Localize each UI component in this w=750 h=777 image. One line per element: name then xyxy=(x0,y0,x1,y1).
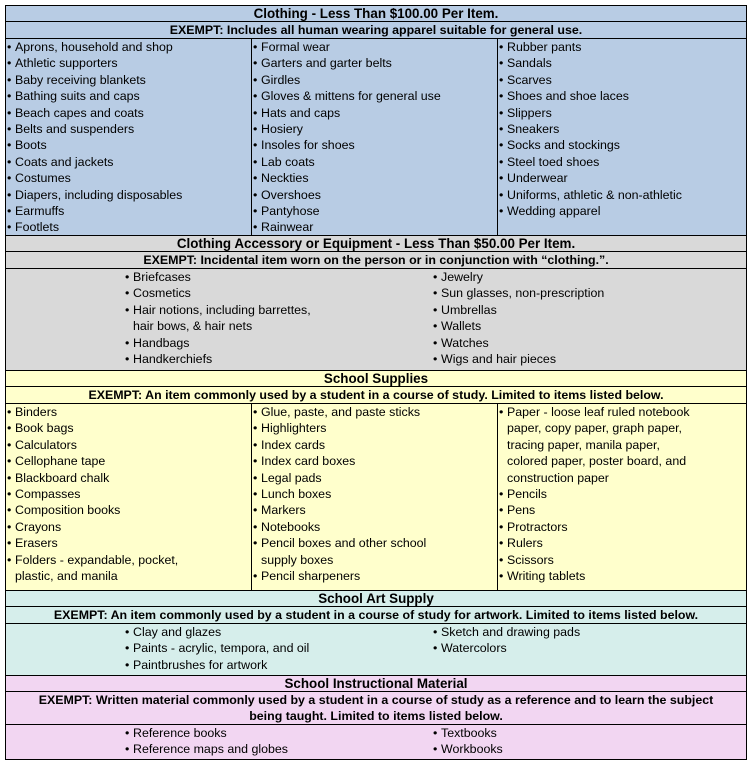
list-item: • Handbags xyxy=(124,335,424,351)
list-item: • Paintbrushes for artwork xyxy=(124,657,424,673)
list-item: • Paper - loose leaf ruled notebook xyxy=(498,404,746,420)
list-item: • Index cards xyxy=(252,437,497,453)
list-item: • Footlets xyxy=(6,219,251,235)
list-item: • Paints - acrylic, tempora, and oil xyxy=(124,640,424,656)
list-item: • Markers xyxy=(252,502,497,518)
list-item: • Pencil sharpeners xyxy=(252,568,497,584)
list-item: • Hosiery xyxy=(252,121,497,137)
list-item: • Watches xyxy=(432,335,732,351)
list-item: • Crayons xyxy=(6,519,251,535)
instructional-exempt-line-2: being taught. Limited to items listed below. xyxy=(249,709,503,723)
list-item: • Athletic supporters xyxy=(6,55,251,71)
list-item: • Garters and garter belts xyxy=(252,55,497,71)
list-item: • Rainwear xyxy=(252,219,497,235)
list-item: • Insoles for shoes xyxy=(252,137,497,153)
list-item: • Uniforms, athletic & non-athletic xyxy=(498,187,746,203)
art-column-1 xyxy=(124,624,424,675)
list-item: • Protractors xyxy=(498,519,746,535)
list-item: • Highlighters xyxy=(252,420,497,436)
list-item: • Formal wear xyxy=(252,39,497,55)
list-item: • Wedding apparel xyxy=(498,203,746,219)
list-item: • Writing tablets xyxy=(498,568,746,584)
list-item: • Hair notions, including barrettes, xyxy=(124,302,424,318)
list-item: • Composition books xyxy=(6,502,251,518)
supplies-title: School Supplies xyxy=(6,371,746,387)
list-item: • Pantyhose xyxy=(252,203,497,219)
list-item: • Underwear xyxy=(498,170,746,186)
list-item: • Earmuffs xyxy=(6,203,251,219)
list-item: • Coats and jackets xyxy=(6,154,251,170)
list-item: • Briefcases xyxy=(124,269,424,285)
list-item: tracing paper, manila paper, xyxy=(507,437,660,452)
list-item: • Jewelry xyxy=(432,269,732,285)
list-item: • Watercolors xyxy=(432,640,732,656)
instructional-exempt-note xyxy=(6,692,746,725)
list-item: construction paper xyxy=(507,470,609,485)
list-item: • Socks and stockings xyxy=(498,137,746,153)
list-item: • Glue, paste, and paste sticks xyxy=(252,404,497,420)
list-item: • Folders - expandable, pocket, xyxy=(6,552,251,568)
list-item: • Pencil boxes and other school xyxy=(252,535,497,551)
art-items xyxy=(6,624,746,676)
supplies-column-3 xyxy=(497,404,746,590)
accessory-column-1 xyxy=(124,269,424,370)
list-item: supply boxes xyxy=(261,552,334,567)
list-item: • Calculators xyxy=(6,437,251,453)
list-item: • Notebooks xyxy=(252,519,497,535)
clothing-title: Clothing - Less Than $100.00 Per Item. xyxy=(6,6,746,22)
supplies-exempt-note: EXEMPT: An item commonly used by a student in a course of study. Limited to items listed below. xyxy=(6,387,746,404)
accessory-exempt-note: EXEMPT: Incidental item worn on the person or in conjunction with “clothing.”. xyxy=(6,252,746,269)
supplies-column-2 xyxy=(251,404,497,590)
list-item: • Book bags xyxy=(6,420,251,436)
list-item: • Textbooks xyxy=(432,725,732,741)
list-item: • Diapers, including disposables xyxy=(6,187,251,203)
list-item: • Gloves & mittens for general use xyxy=(252,88,497,104)
list-item: • Reference maps and globes xyxy=(124,741,424,757)
clothing-items xyxy=(6,39,746,236)
instructional-column-2 xyxy=(432,725,732,759)
list-item: • Clay and glazes xyxy=(124,624,424,640)
accessory-column-2 xyxy=(432,269,732,370)
accessory-title: Clothing Accessory or Equipment - Less Than $50.00 Per Item. xyxy=(6,236,746,252)
list-item: • Compasses xyxy=(6,486,251,502)
list-item: • Blackboard chalk xyxy=(6,470,251,486)
list-item: • Shoes and shoe laces xyxy=(498,88,746,104)
list-item: • Sun glasses, non-prescription xyxy=(432,285,732,301)
clothing-column-1 xyxy=(6,39,251,235)
list-item: • Steel toed shoes xyxy=(498,154,746,170)
supplies-items xyxy=(6,404,746,591)
list-item: • Neckties xyxy=(252,170,497,186)
instructional-items xyxy=(6,725,746,759)
list-item: • Cellophane tape xyxy=(6,453,251,469)
list-item: • Sneakers xyxy=(498,121,746,137)
clothing-column-3 xyxy=(497,39,746,235)
list-item: • Index card boxes xyxy=(252,453,497,469)
list-item: • Erasers xyxy=(6,535,251,551)
list-item: • Umbrellas xyxy=(432,302,732,318)
art-column-2 xyxy=(432,624,732,675)
list-item: • Costumes xyxy=(6,170,251,186)
list-item: • Hats and caps xyxy=(252,105,497,121)
list-item: • Scissors xyxy=(498,552,746,568)
list-item: • Aprons, household and shop xyxy=(6,39,251,55)
list-item: plastic, and manila xyxy=(15,569,118,584)
list-item: • Lunch boxes xyxy=(252,486,497,502)
instructional-column-1 xyxy=(124,725,424,759)
list-item: • Scarves xyxy=(498,72,746,88)
list-item: • Belts and suspenders xyxy=(6,121,251,137)
list-item: • Binders xyxy=(6,404,251,420)
art-title: School Art Supply xyxy=(6,591,746,607)
list-item: • Bathing suits and caps xyxy=(6,88,251,104)
supplies-column-1 xyxy=(6,404,251,590)
list-item: • Workbooks xyxy=(432,741,732,757)
list-item: • Overshoes xyxy=(252,187,497,203)
list-item: • Legal pads xyxy=(252,470,497,486)
instructional-exempt-line-1: EXEMPT: Written material commonly used by a student in a course of study as a reference and to learn the subject xyxy=(38,693,714,707)
list-item: paper, copy paper, graph paper, xyxy=(507,421,682,436)
list-item: hair bows, & hair nets xyxy=(133,319,253,334)
list-item: • Slippers xyxy=(498,105,746,121)
list-item: • Pencils xyxy=(498,486,746,502)
list-item: • Sandals xyxy=(498,55,746,71)
instructional-title: School Instructional Material xyxy=(6,676,746,692)
list-item: • Wallets xyxy=(432,318,732,334)
list-item: • Reference books xyxy=(124,725,424,741)
clothing-column-2 xyxy=(251,39,497,235)
list-item: • Pens xyxy=(498,502,746,518)
list-item: • Rubber pants xyxy=(498,39,746,55)
accessory-items xyxy=(6,269,746,371)
list-item: • Girdles xyxy=(252,72,497,88)
list-item: • Handkerchiefs xyxy=(124,351,424,367)
list-item: • Boots xyxy=(6,137,251,153)
list-item: • Rulers xyxy=(498,535,746,551)
list-item: • Sketch and drawing pads xyxy=(432,624,732,640)
art-exempt-note: EXEMPT: An item commonly used by a student in a course of study for artwork. Limited to items listed below. xyxy=(6,607,746,624)
tax-exempt-items-table xyxy=(5,5,747,760)
list-item: • Beach capes and coats xyxy=(6,105,251,121)
list-item: • Wigs and hair pieces xyxy=(432,351,732,367)
list-item: • Cosmetics xyxy=(124,285,424,301)
list-item: colored paper, poster board, and xyxy=(507,454,687,469)
list-item: • Baby receiving blankets xyxy=(6,72,251,88)
list-item: • Lab coats xyxy=(252,154,497,170)
clothing-exempt-note: EXEMPT: Includes all human wearing apparel suitable for general use. xyxy=(6,22,746,39)
